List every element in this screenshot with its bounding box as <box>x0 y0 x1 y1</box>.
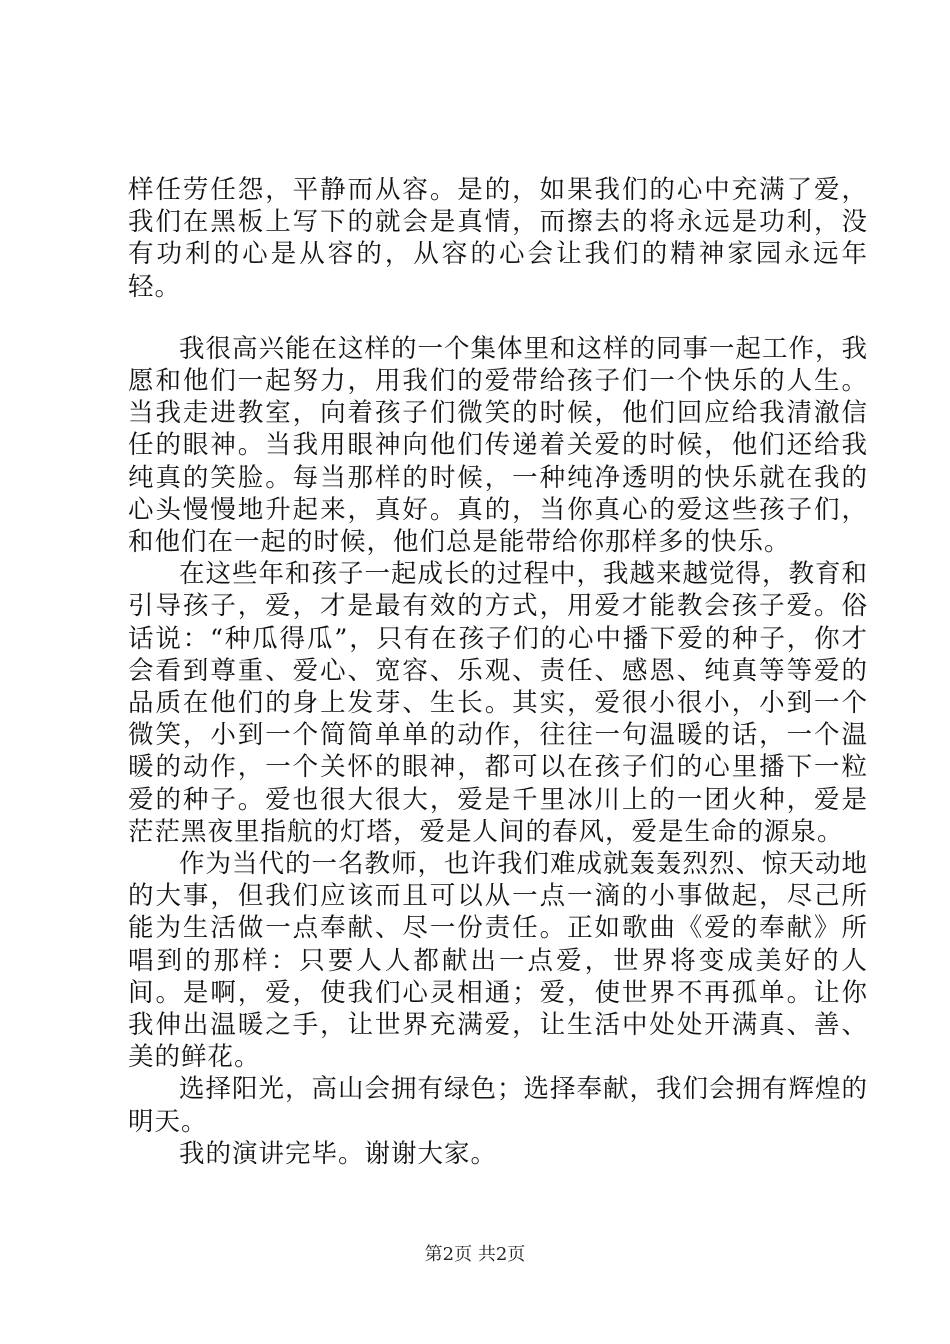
paragraph-colleagues: 我很高兴能在这样的一个集体里和这样的同事一起工作，我愿和他们一起努力，用我们的爱带给孩子们一个快乐的人生。当我走进教室，向着孩子们微笑的时候，他们回应给我清澈信任的眼神。当我用眼神向他们传递着关爱的时候，他们还给我纯真的笑脸。每当那样的时候，一种纯净透明的快乐就在我的心头慢慢地升起来，真好。真的，当你真心的爱这些孩子们，和他们在一起的时候，他们总是能带给你那样多的快乐。 <box>128 333 869 558</box>
paragraph-teacher-dedication: 作为当代的一名教师，也许我们难成就轰轰烈烈、惊天动地的大事，但我们应该而且可以从一点一滴的小事做起，尽己所能为生活做一点奉献、尽一份责任。正如歌曲《爱的奉献》所唱到的那样：只要人人都献出一点爱，世界将变成美好的人间。是啊，爱，使我们心灵相通；爱，使世界不再孤单。让你我伸出温暖之手，让世界充满爱，让生活中处处开满真、善、美的鲜花。 <box>128 849 869 1073</box>
page-footer: 第2页 共2页 <box>424 1244 526 1265</box>
paragraph-education-love: 在这些年和孩子一起成长的过程中，我越来越觉得，教育和引导孩子，爱，才是最有效的方式，用爱才能教会孩子爱。俗话说：“种瓜得瓜”，只有在孩子们的心中播下爱的种子，你才会看到尊重、爱心、宽容、乐观、责任、感恩、纯真等等爱的品质在他们的身上发芽、生长。其实，爱很小很小，小到一个微笑，小到一个简简单单的动作，往往一句温暖的话，一个温暖的动作，一个关怀的眼神，都可以在孩子们的心里播下一粒爱的种子。爱也很大很大，爱是千里冰川上的一团火种，爱是茫茫黑夜里指航的灯塔，爱是人间的春风，爱是生命的源泉。 <box>128 559 869 847</box>
paragraph-closing: 我的演讲完毕。谢谢大家。 <box>179 1138 498 1169</box>
paragraph-choose-sunshine: 选择阳光，高山会拥有绿色；选择奉献，我们会拥有辉煌的明天。 <box>128 1074 869 1137</box>
document-body <box>128 174 868 1170</box>
paragraph-continuation: 样任劳任怨，平静而从容。是的，如果我们的心中充满了爱，我们在黑板上写下的就会是真情，而擦去的将永远是功利，没有功利的心是从容的，从容的心会让我们的精神家园永远年轻。 <box>128 175 868 302</box>
